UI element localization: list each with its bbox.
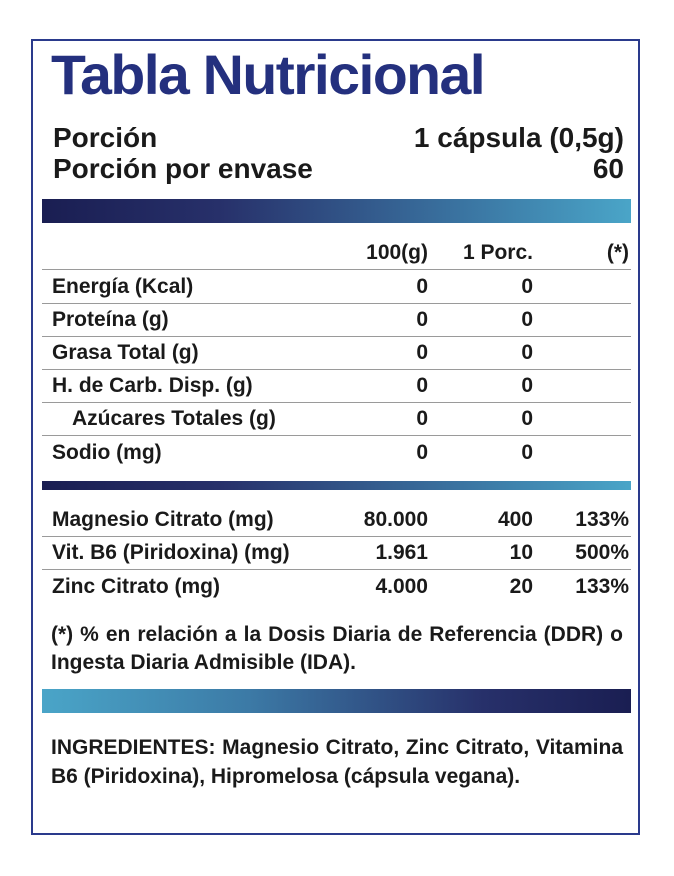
row-value-100g: 0: [416, 275, 428, 298]
row-value-portion: 0: [521, 275, 533, 298]
serving-size-row: [53, 123, 624, 153]
row-value-portion: 0: [521, 341, 533, 364]
table-row: [42, 537, 631, 570]
row-label: Magnesio Citrato (mg): [52, 508, 274, 531]
row-value-100g: 4.000: [375, 575, 428, 598]
row-value-percent: 133%: [575, 575, 629, 598]
row-value-portion: 0: [521, 407, 533, 430]
row-label: Azúcares Totales (g): [72, 407, 276, 430]
row-label: Zinc Citrato (mg): [52, 575, 220, 598]
row-value-100g: 0: [416, 374, 428, 397]
row-value-percent: 500%: [575, 541, 629, 564]
label-title: Tabla Nutricional: [51, 43, 485, 106]
table-row: [42, 271, 631, 304]
row-value-100g: 80.000: [363, 508, 428, 531]
servings-per-container-value: 60: [592, 153, 624, 184]
row-value-100g: 1.961: [375, 541, 428, 564]
row-label: H. de Carb. Disp. (g): [52, 374, 253, 397]
row-label: Energía (Kcal): [52, 275, 194, 298]
table-row: [42, 436, 631, 469]
row-value-100g: 0: [416, 407, 428, 430]
table-row: [42, 337, 631, 370]
row-value-portion: 20: [509, 575, 533, 598]
section-divider-bar: [42, 481, 631, 490]
serving-size-value: 1 cápsula (0,5g): [413, 122, 624, 153]
table-row: [42, 403, 631, 436]
row-value-portion: 0: [521, 374, 533, 397]
ingredients-divider-bar: [42, 689, 631, 713]
reference-footnote: (*) % en relación a la Dosis Diaria de Referencia (DDR) o Ingesta Diaria Admisible (IDA).: [51, 623, 623, 674]
column-header-portion: 1 Porc.: [462, 241, 533, 264]
column-header-percent: (*): [606, 241, 629, 264]
header-divider-bar: [42, 199, 631, 223]
nutrition-label: [31, 39, 640, 835]
servings-per-container-label: Porción por envase: [53, 153, 313, 184]
table-row: [42, 570, 631, 603]
row-label: Sodio (mg): [52, 441, 162, 464]
serving-size-label: Porción: [53, 122, 158, 153]
table-row: [42, 304, 631, 337]
column-header-100g: 100(g): [366, 241, 428, 264]
row-value-portion: 0: [521, 441, 533, 464]
row-label: Grasa Total (g): [52, 341, 199, 364]
row-value-100g: 0: [416, 341, 428, 364]
row-label: Vit. B6 (Piridoxina) (mg): [52, 541, 290, 564]
row-label: Proteína (g): [52, 308, 169, 331]
table-header-row: [42, 236, 631, 270]
row-value-portion: 400: [497, 508, 533, 531]
table-row: [42, 504, 631, 537]
servings-per-container-row: [53, 154, 624, 184]
ingredients-text: INGREDIENTES: Magnesio Citrato, Zinc Citrato, Vitamina B6 (Piridoxina), Hipromelosa (cápsula vegana).: [51, 736, 623, 788]
row-value-portion: 0: [521, 308, 533, 331]
row-value-portion: 10: [509, 541, 533, 564]
row-value-percent: 133%: [575, 508, 629, 531]
table-row: [42, 370, 631, 403]
row-value-100g: 0: [416, 308, 428, 331]
row-value-100g: 0: [416, 441, 428, 464]
